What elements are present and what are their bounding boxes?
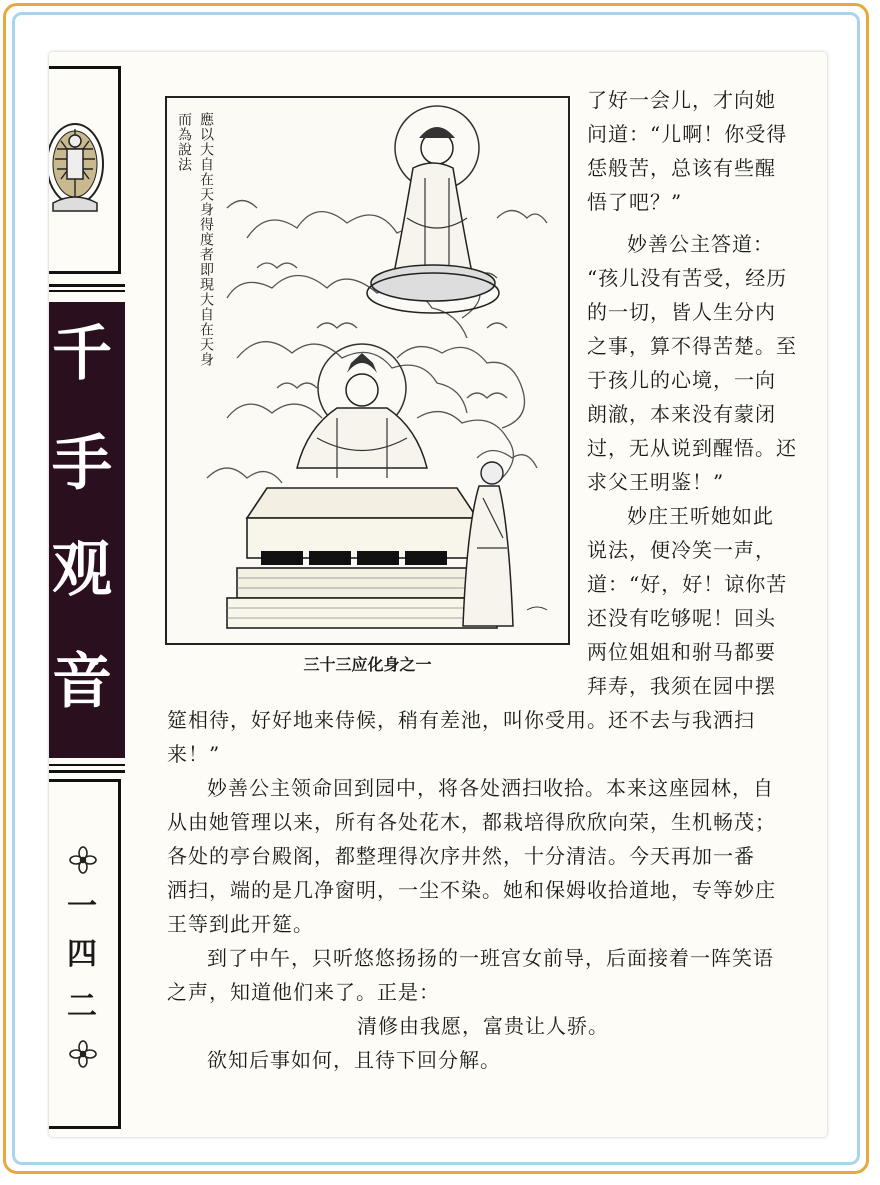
guanyin-woodcut-illustration [167,98,568,643]
text-line: 过，无从说到醒悟。还 [587,436,797,460]
text-line: 问道：“儿啊！你受得 [587,122,788,146]
book-title-char: 音 [52,647,112,717]
text-line: 王等到此开筵。 [167,912,314,936]
page-number-char: 二 [67,989,97,1024]
divider-rule [49,770,125,773]
text-line: 拜寿，我须在园中摆 [587,674,776,698]
book-title-bar [49,302,125,758]
text-line: 两位姐姐和驸马都要 [587,640,776,664]
emblem-box [49,66,121,274]
divider-rule [49,764,125,766]
flower-ornament-icon [69,846,97,874]
text-line: 筵相待，好好地来侍候，稍有差池，叫你受用。还不去与我洒扫 [167,708,755,732]
book-title-char: 观 [52,535,112,605]
flower-ornament-icon [69,1040,97,1068]
text-line: 妙善公主答道： [627,232,774,256]
illustration-caption: 三十三应化身之一 [303,655,432,674]
text-line: 从由她管理以来，所有各处花木，都栽培得欣欣向荣，生机畅茂； [167,810,776,834]
text-line: 欲知后事如何，且待下回分解。 [207,1048,501,1072]
book-title-char: 手 [52,429,112,499]
illustration-inscription: 應以大自在天身得度者即現大自在天身 [198,112,214,367]
text-line: 恁般苦，总该有些醒 [587,156,776,180]
text-line: 的一切，皆人生分内 [587,300,776,324]
text-line: 于孩儿的心境，一向 [587,368,776,392]
text-line: 之事，算不得苦楚。至 [587,334,797,358]
text-line: 悟了吧？” [587,190,683,214]
text-line: 还没有吃够呢！回头 [587,606,776,630]
text-line: 来！” [167,742,221,766]
text-line: 朗澈，本来没有蒙闭 [587,402,776,426]
book-page [49,52,827,1137]
page-number-char: 四 [67,937,97,972]
page-number-box [49,779,121,1129]
text-line: 求父王明鉴！” [587,470,725,494]
text-line: 各处的亭台殿阁，都整理得次序井然，十分清洁。今天再加一番 [167,844,755,868]
divider-rule [49,290,125,292]
text-line: 洒扫，端的是几净窗明，一尘不染。她和保姆收拾道地，专等妙庄 [167,878,776,902]
text-line: 妙庄王听她如此 [627,504,774,528]
divider-rule [49,284,125,287]
guanyin-emblem-icon [49,119,115,219]
text-line: 说法，便冷笑一声， [587,538,776,562]
book-title-char: 千 [52,319,112,389]
page-number-char: 一 [67,889,97,924]
text-line: 道：“好，好！谅你苦 [587,572,788,596]
illustration-panel [165,96,570,645]
text-line: 妙善公主领命回到园中，将各处洒扫收拾。本来这座园林，自 [207,776,774,800]
poem-line: 清修由我愿，富贵让人骄。 [357,1014,609,1038]
text-line: 了好一会儿，才向她 [587,88,776,112]
illustration-inscription: 而為說法 [176,112,192,172]
text-line: 之声，知道他们来了。正是： [167,980,440,1004]
text-line: “孩儿没有苦受，经历 [587,266,788,290]
text-line: 到了中午，只听悠悠扬扬的一班宫女前导，后面接着一阵笑语 [207,946,774,970]
